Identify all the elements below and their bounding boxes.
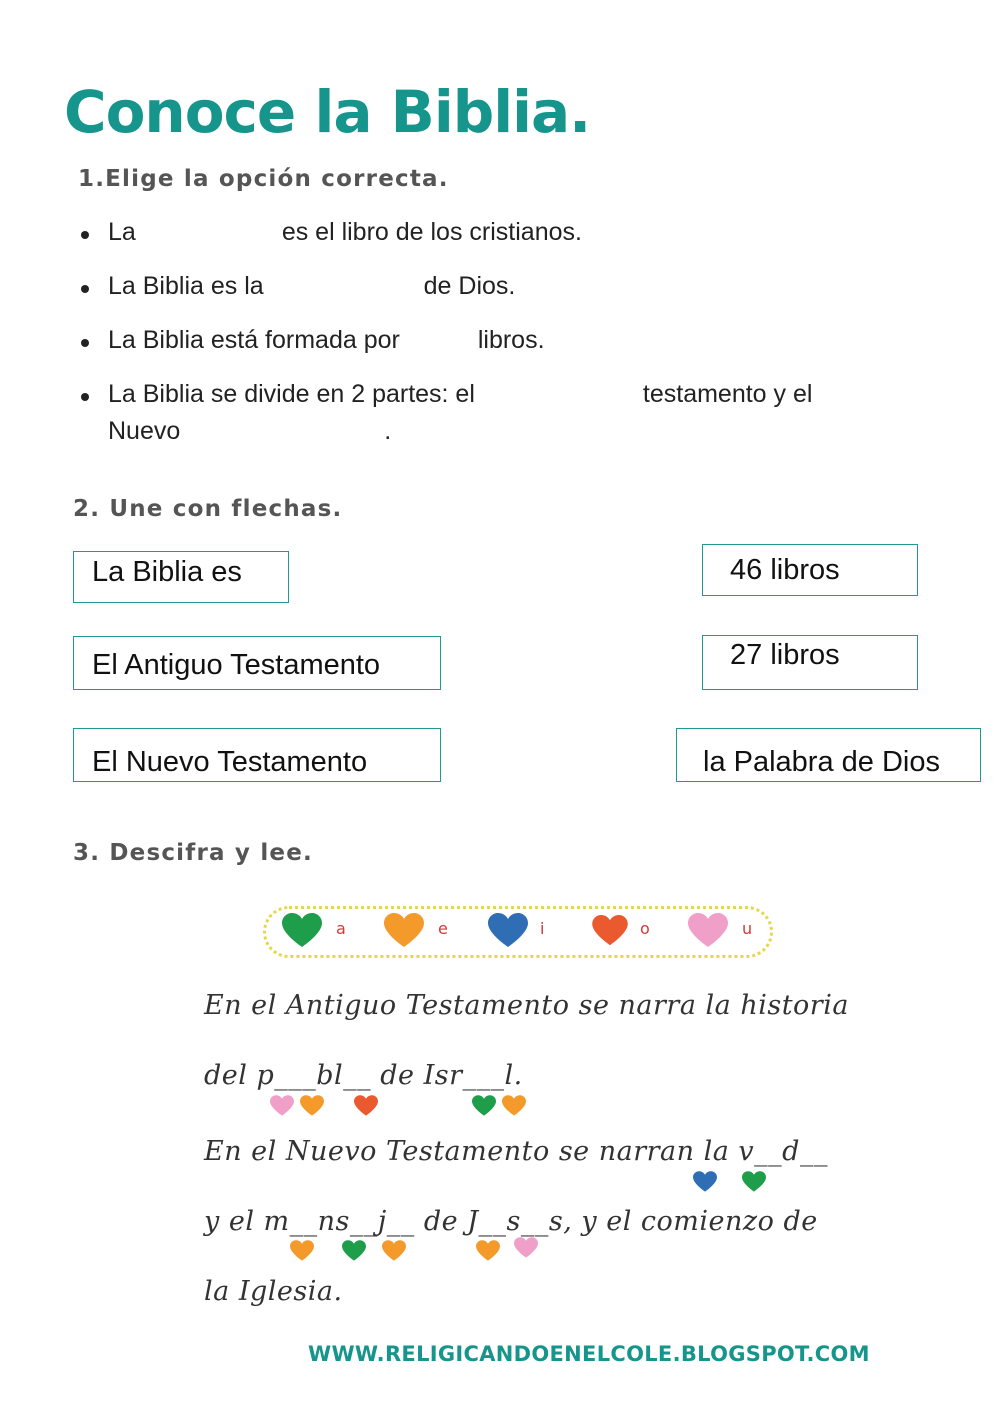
legend-letter: a bbox=[336, 919, 346, 938]
cipher-line-4: y el m__ns__j__ de J__s__s, y el comienzo de bbox=[204, 1206, 818, 1237]
heart-icon bbox=[270, 1095, 294, 1117]
item-text: La bbox=[108, 218, 136, 246]
item-text: La Biblia es la bbox=[108, 272, 264, 300]
list-item bbox=[108, 218, 582, 247]
match-left-antiguo[interactable]: El Antiguo Testamento bbox=[73, 636, 441, 690]
page-title: Conoce la Biblia. bbox=[64, 78, 591, 146]
heart-legend bbox=[263, 906, 773, 958]
heart-icon bbox=[742, 1171, 766, 1193]
heart-icon bbox=[290, 1240, 314, 1262]
heart-icon bbox=[488, 913, 528, 949]
item-text: . bbox=[384, 417, 392, 445]
legend-letter: e bbox=[438, 919, 448, 938]
item-text: La Biblia está formada por bbox=[108, 326, 400, 354]
section-2-heading: 2. Une con flechas. bbox=[73, 496, 343, 522]
item-text: Nuevo bbox=[108, 417, 181, 445]
item-text: es el libro de los cristianos. bbox=[281, 218, 582, 246]
heart-icon bbox=[384, 913, 424, 949]
heart-icon bbox=[282, 913, 322, 949]
list-item bbox=[108, 272, 515, 301]
item-text: de Dios. bbox=[423, 272, 516, 300]
cipher-line-1: En el Antiguo Testamento se narra la historia bbox=[204, 990, 849, 1021]
heart-icon bbox=[502, 1095, 526, 1117]
legend-letter: u bbox=[742, 919, 753, 938]
item-text: libros. bbox=[477, 326, 545, 354]
heart-icon bbox=[592, 915, 628, 947]
item-text: testamento y el bbox=[642, 380, 813, 408]
legend-letter: o bbox=[640, 919, 650, 938]
cipher-line-5: la Iglesia. bbox=[204, 1276, 343, 1307]
heart-icon bbox=[342, 1240, 366, 1262]
list-item-continuation bbox=[108, 417, 391, 446]
cipher-line-2: del p___bl__ de Isr___l. bbox=[204, 1060, 523, 1091]
legend-letter: i bbox=[540, 919, 545, 938]
cipher-line-3: En el Nuevo Testamento se narran la v__d__ bbox=[204, 1136, 828, 1167]
match-left-biblia[interactable]: La Biblia es bbox=[73, 551, 289, 603]
heart-icon bbox=[693, 1171, 717, 1193]
match-right-46[interactable]: 46 libros bbox=[702, 544, 918, 596]
heart-icon bbox=[382, 1240, 406, 1262]
heart-icon bbox=[476, 1240, 500, 1262]
footer-url[interactable]: WWW.RELIGICANDOENELCOLE.BLOGSPOT.COM bbox=[308, 1342, 870, 1366]
list-item bbox=[108, 380, 812, 409]
heart-icon bbox=[300, 1095, 324, 1117]
match-right-palabra[interactable]: la Palabra de Dios bbox=[676, 728, 981, 782]
heart-icon bbox=[354, 1095, 378, 1117]
list-item bbox=[108, 326, 545, 355]
match-left-nuevo[interactable]: El Nuevo Testamento bbox=[73, 728, 441, 782]
match-right-27[interactable]: 27 libros bbox=[702, 635, 918, 690]
heart-icon bbox=[472, 1095, 496, 1117]
item-text: La Biblia se divide en 2 partes: el bbox=[108, 380, 475, 408]
heart-icon bbox=[688, 913, 728, 949]
section-3-heading: 3. Descifra y lee. bbox=[73, 840, 313, 866]
heart-icon bbox=[514, 1237, 538, 1259]
section-1-heading: 1.Elige la opción correcta. bbox=[78, 166, 449, 192]
